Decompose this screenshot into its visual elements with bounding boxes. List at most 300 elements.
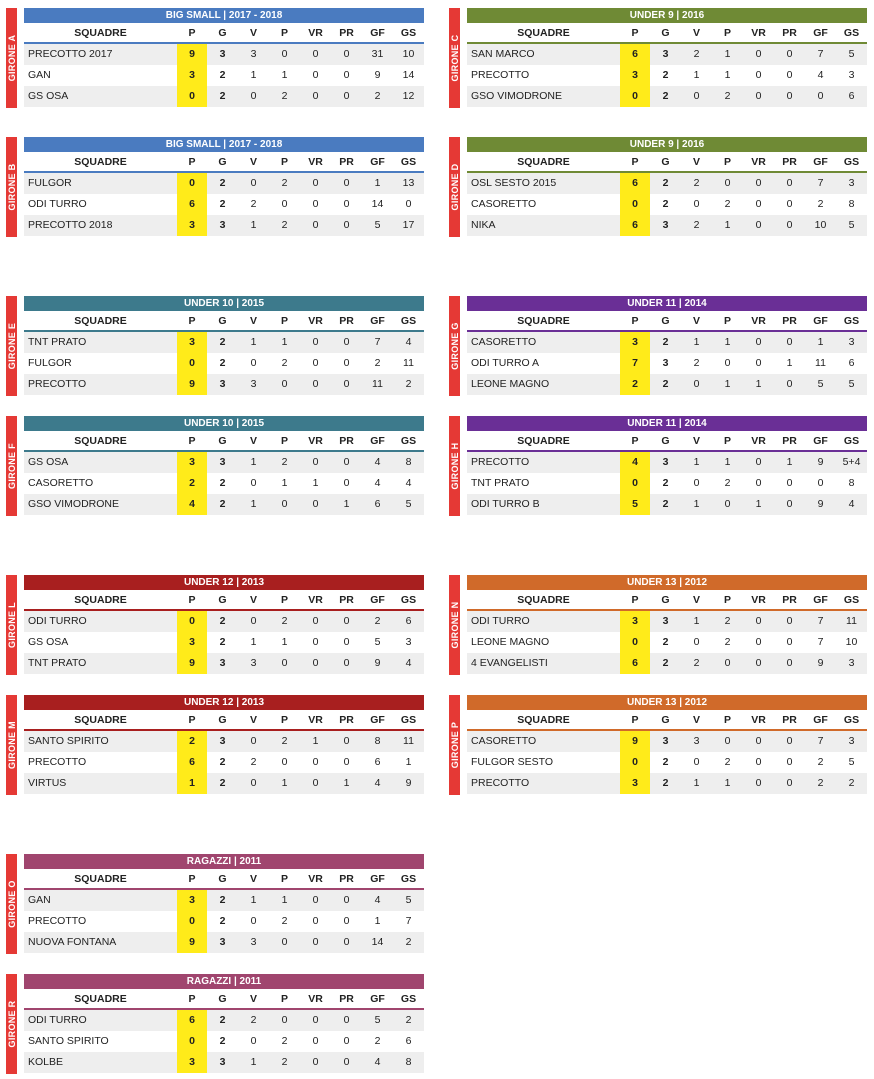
stat-cell: 0 <box>755 615 762 627</box>
stat-cell: 0 <box>312 48 319 60</box>
stat-cell: 3 <box>250 48 257 60</box>
column-header: GS <box>400 156 417 168</box>
stat-cell: 1 <box>250 1056 257 1068</box>
team-name: ODI TURRO <box>28 615 87 627</box>
points-cell: 2 <box>177 731 207 752</box>
stat-cell: 0 <box>343 69 350 81</box>
points-cell: 5 <box>620 494 650 515</box>
stat-cell: 6 <box>374 756 381 768</box>
points-cell: 6 <box>620 215 650 236</box>
stat-cell: 0 <box>281 936 288 948</box>
team-name: CASORETTO <box>471 735 537 747</box>
column-header: V <box>249 435 257 447</box>
stat-cell: 0 <box>343 735 350 747</box>
stat-cell: 1 <box>405 756 412 768</box>
group-label: GIRONE E <box>6 322 17 370</box>
team-name: 4 EVANGELISTI <box>471 657 548 669</box>
group-m <box>6 695 424 795</box>
team-name: PRECOTTO <box>28 915 87 927</box>
stat-cell: 2 <box>219 1035 226 1047</box>
table-row <box>467 215 867 236</box>
stat-cell: 1 <box>281 777 288 789</box>
team-name: FULGOR <box>28 177 72 189</box>
stat-cell: 1 <box>374 915 381 927</box>
column-header: P <box>631 435 639 447</box>
stat-cell: 8 <box>374 735 381 747</box>
stat-cell: 4 <box>405 657 412 669</box>
stat-cell: 9 <box>817 657 824 669</box>
column-header: V <box>692 714 700 726</box>
column-header: G <box>218 873 227 885</box>
stat-cell: 0 <box>343 177 350 189</box>
column-header: VR <box>308 594 323 606</box>
table-row <box>24 452 424 473</box>
column-header: P <box>188 315 196 327</box>
stat-cell: 0 <box>281 756 288 768</box>
stat-cell: 2 <box>724 636 731 648</box>
stat-cell: 0 <box>250 90 257 102</box>
column-header: P <box>723 594 731 606</box>
column-header: VR <box>308 156 323 168</box>
stat-cell: 2 <box>219 636 226 648</box>
stat-cell: 1 <box>281 336 288 348</box>
stat-cell: 7 <box>817 636 824 648</box>
column-header: P <box>188 714 196 726</box>
stat-cell: 2 <box>724 198 731 210</box>
stat-cell: 1 <box>724 219 731 231</box>
stat-cell: 1 <box>724 48 731 60</box>
stat-cell: 3 <box>219 936 226 948</box>
stat-cell: 0 <box>755 477 762 489</box>
stat-cell: 0 <box>786 219 793 231</box>
column-header: P <box>280 873 288 885</box>
team-name: ODI TURRO <box>28 198 87 210</box>
stat-cell: 9 <box>374 657 381 669</box>
column-header: GS <box>843 435 860 447</box>
team-name: CASORETTO <box>471 336 537 348</box>
stat-cell: 11 <box>403 735 414 747</box>
team-name: LEONE MAGNO <box>471 378 550 390</box>
stat-cell: 0 <box>724 657 731 669</box>
stat-cell: 0 <box>312 915 319 927</box>
column-header: V <box>692 156 700 168</box>
group-side-label <box>6 296 17 396</box>
stat-cell: 5 <box>374 1014 381 1026</box>
group-side-label <box>6 575 17 675</box>
points-cell: 6 <box>177 1010 207 1031</box>
stat-cell: 9 <box>817 498 824 510</box>
stat-cell: 3 <box>219 735 226 747</box>
group-label: GIRONE O <box>6 880 17 928</box>
stat-cell: 3 <box>219 48 226 60</box>
stat-cell: 0 <box>786 498 793 510</box>
stat-cell: 0 <box>786 756 793 768</box>
stat-cell: 2 <box>281 177 288 189</box>
table-row <box>24 86 424 107</box>
stat-cell: 4 <box>374 894 381 906</box>
stat-cell: 1 <box>755 498 762 510</box>
column-header: P <box>723 714 731 726</box>
stat-cell: 0 <box>755 336 762 348</box>
stat-cell: 1 <box>250 456 257 468</box>
stat-cell: 0 <box>312 357 319 369</box>
stat-cell: 9 <box>374 69 381 81</box>
points-cell: 4 <box>620 452 650 473</box>
stat-cell: 2 <box>374 1035 381 1047</box>
stat-cell: 2 <box>281 456 288 468</box>
stat-cell: 6 <box>374 498 381 510</box>
team-name: PRECOTTO 2018 <box>28 219 113 231</box>
stat-cell: 2 <box>219 198 226 210</box>
stat-cell: 2 <box>817 198 824 210</box>
stat-cell: 8 <box>405 456 412 468</box>
stat-cell: 1 <box>281 636 288 648</box>
stat-cell: 1 <box>281 477 288 489</box>
stat-cell: 2 <box>662 69 669 81</box>
table-title: UNDER 12 | 2013 <box>24 695 424 710</box>
team-name: PRECOTTO <box>28 756 87 768</box>
stat-cell: 4 <box>405 477 412 489</box>
stat-cell: 0 <box>693 90 700 102</box>
stat-cell: 7 <box>817 48 824 60</box>
column-header: PR <box>782 27 797 39</box>
column-header: P <box>723 435 731 447</box>
column-header: V <box>249 873 257 885</box>
column-header: GS <box>843 714 860 726</box>
stat-cell: 2 <box>281 357 288 369</box>
column-header: SQUADRE <box>74 435 127 447</box>
column-header: P <box>631 156 639 168</box>
stat-cell: 2 <box>374 90 381 102</box>
points-cell: 3 <box>177 332 207 353</box>
table-row <box>24 932 424 953</box>
team-name: ODI TURRO A <box>471 357 540 369</box>
stat-cell: 0 <box>693 636 700 648</box>
stat-cell: 0 <box>343 915 350 927</box>
table-row <box>467 731 867 752</box>
stat-cell: 8 <box>848 198 855 210</box>
stat-cell: 0 <box>755 456 762 468</box>
stat-cell: 1 <box>724 69 731 81</box>
points-cell: 2 <box>620 374 650 395</box>
stat-cell: 0 <box>281 48 288 60</box>
group-side-label <box>449 8 460 108</box>
column-header: PR <box>339 27 354 39</box>
column-header: V <box>692 435 700 447</box>
stat-cell: 0 <box>312 756 319 768</box>
stat-cell: 3 <box>219 1056 226 1068</box>
group-d <box>449 137 867 237</box>
stat-cell: 3 <box>662 735 669 747</box>
points-cell: 9 <box>177 374 207 395</box>
stat-cell: 1 <box>786 456 793 468</box>
group-c <box>449 8 867 108</box>
group-label: GIRONE H <box>449 442 460 490</box>
column-header: PR <box>339 315 354 327</box>
standings-table <box>24 695 424 794</box>
column-header: GF <box>370 714 385 726</box>
stat-cell: 2 <box>219 177 226 189</box>
stat-cell: 10 <box>402 48 415 60</box>
column-header: PR <box>782 594 797 606</box>
points-cell: 3 <box>177 632 207 653</box>
group-label: GIRONE R <box>6 1000 17 1048</box>
points-cell: 0 <box>620 632 650 653</box>
group-side-label <box>449 575 460 675</box>
standings-table <box>467 416 867 515</box>
stat-cell: 2 <box>374 615 381 627</box>
column-header: G <box>218 156 227 168</box>
stat-cell: 2 <box>281 1056 288 1068</box>
group-label: GIRONE C <box>449 34 460 82</box>
stat-cell: 6 <box>405 1035 412 1047</box>
stat-cell: 2 <box>662 657 669 669</box>
column-header: G <box>661 435 670 447</box>
stat-cell: 8 <box>405 1056 412 1068</box>
table-header <box>467 590 867 611</box>
stat-cell: 11 <box>846 615 857 627</box>
stat-cell: 2 <box>662 777 669 789</box>
team-name: VIRTUS <box>28 777 67 789</box>
column-header: GS <box>843 27 860 39</box>
stat-cell: 0 <box>343 1056 350 1068</box>
stat-cell: 6 <box>848 357 855 369</box>
column-header: SQUADRE <box>74 993 127 1005</box>
table-row <box>24 611 424 632</box>
table-row <box>24 44 424 65</box>
stat-cell: 5 <box>405 894 412 906</box>
points-cell: 4 <box>177 494 207 515</box>
stat-cell: 5 <box>848 756 855 768</box>
table-row <box>24 1031 424 1052</box>
table-row <box>24 353 424 374</box>
stat-cell: 0 <box>343 657 350 669</box>
stat-cell: 0 <box>312 894 319 906</box>
stat-cell: 0 <box>312 378 319 390</box>
column-header: VR <box>751 435 766 447</box>
stat-cell: 0 <box>250 1035 257 1047</box>
team-name: GAN <box>28 69 51 81</box>
column-header: PR <box>782 315 797 327</box>
stat-cell: 0 <box>312 777 319 789</box>
stat-cell: 2 <box>250 756 257 768</box>
stat-cell: 1 <box>250 498 257 510</box>
team-name: GS OSA <box>28 90 69 102</box>
team-name: TNT PRATO <box>28 336 87 348</box>
table-row <box>24 653 424 674</box>
standings-table <box>467 296 867 395</box>
points-cell: 0 <box>177 611 207 632</box>
table-title: UNDER 9 | 2016 <box>467 137 867 152</box>
column-header: P <box>280 315 288 327</box>
stat-cell: 0 <box>405 198 412 210</box>
column-header: SQUADRE <box>517 714 570 726</box>
table-row <box>24 911 424 932</box>
table-title: BIG SMALL | 2017 - 2018 <box>24 137 424 152</box>
column-header: G <box>218 27 227 39</box>
points-cell: 3 <box>177 890 207 911</box>
stat-cell: 0 <box>724 357 731 369</box>
stat-cell: 1 <box>724 456 731 468</box>
column-header: GS <box>843 156 860 168</box>
stat-cell: 2 <box>848 777 855 789</box>
stat-cell: 0 <box>312 615 319 627</box>
stat-cell: 3 <box>219 219 226 231</box>
group-side-label <box>449 695 460 795</box>
stat-cell: 0 <box>281 198 288 210</box>
stat-cell: 6 <box>848 90 855 102</box>
table-header <box>24 989 424 1010</box>
column-header: G <box>661 315 670 327</box>
column-header: P <box>280 714 288 726</box>
column-header: GS <box>400 315 417 327</box>
team-name: CASORETTO <box>471 198 537 210</box>
stat-cell: 2 <box>693 48 700 60</box>
stat-cell: 2 <box>219 615 226 627</box>
team-name: NUOVA FONTANA <box>28 936 117 948</box>
table-row <box>467 611 867 632</box>
column-header: VR <box>308 873 323 885</box>
stat-cell: 5 <box>848 48 855 60</box>
stat-cell: 2 <box>219 336 226 348</box>
stat-cell: 0 <box>343 198 350 210</box>
group-side-label <box>6 854 17 954</box>
stat-cell: 2 <box>693 657 700 669</box>
group-label: GIRONE G <box>449 322 460 370</box>
points-cell: 6 <box>177 752 207 773</box>
column-header: GF <box>813 714 828 726</box>
stat-cell: 10 <box>814 219 827 231</box>
standings-table <box>467 575 867 674</box>
column-header: GF <box>813 435 828 447</box>
table-row <box>24 332 424 353</box>
table-title: UNDER 10 | 2015 <box>24 416 424 431</box>
stat-cell: 2 <box>219 894 226 906</box>
team-name: PRECOTTO 2017 <box>28 48 113 60</box>
team-name: SANTO SPIRITO <box>28 735 109 747</box>
stat-cell: 1 <box>693 69 700 81</box>
table-row <box>467 86 867 107</box>
table-title: UNDER 11 | 2014 <box>467 296 867 311</box>
table-title: UNDER 13 | 2012 <box>467 695 867 710</box>
stat-cell: 0 <box>312 636 319 648</box>
group-side-label <box>449 416 460 516</box>
points-cell: 6 <box>620 173 650 194</box>
stat-cell: 2 <box>405 936 412 948</box>
stat-cell: 3 <box>219 657 226 669</box>
stat-cell: 4 <box>374 1056 381 1068</box>
stat-cell: 0 <box>693 378 700 390</box>
table-row <box>24 173 424 194</box>
stat-cell: 5 <box>374 636 381 648</box>
column-header: V <box>249 156 257 168</box>
column-header: V <box>692 315 700 327</box>
team-name: GAN <box>28 894 51 906</box>
column-header: G <box>661 156 670 168</box>
table-header <box>24 23 424 44</box>
stat-cell: 1 <box>724 378 731 390</box>
standings-table <box>24 137 424 236</box>
column-header: SQUADRE <box>74 714 127 726</box>
standings-table <box>24 416 424 515</box>
stat-cell: 3 <box>662 357 669 369</box>
stat-cell: 0 <box>343 756 350 768</box>
table-row <box>24 773 424 794</box>
column-header: P <box>188 435 196 447</box>
stat-cell: 3 <box>250 378 257 390</box>
column-header: V <box>692 27 700 39</box>
stat-cell: 3 <box>219 378 226 390</box>
team-name: OSL SESTO 2015 <box>471 177 557 189</box>
stat-cell: 2 <box>374 357 381 369</box>
column-header: P <box>723 156 731 168</box>
stat-cell: 2 <box>219 915 226 927</box>
column-header: PR <box>782 435 797 447</box>
group-label: GIRONE D <box>449 163 460 211</box>
stat-cell: 0 <box>343 894 350 906</box>
column-header: VR <box>751 156 766 168</box>
column-header: VR <box>751 27 766 39</box>
stat-cell: 3 <box>250 657 257 669</box>
stat-cell: 0 <box>312 1014 319 1026</box>
team-name: GSO VIMODRONE <box>28 498 120 510</box>
column-header: VR <box>308 315 323 327</box>
stat-cell: 2 <box>662 498 669 510</box>
points-cell: 3 <box>177 65 207 86</box>
stat-cell: 2 <box>662 90 669 102</box>
points-cell: 0 <box>177 911 207 932</box>
column-header: G <box>661 594 670 606</box>
table-row <box>24 1052 424 1073</box>
stat-cell: 0 <box>755 777 762 789</box>
stat-cell: 2 <box>281 90 288 102</box>
stat-cell: 14 <box>371 198 384 210</box>
column-header: P <box>631 594 639 606</box>
table-row <box>467 65 867 86</box>
stat-cell: 0 <box>755 735 762 747</box>
points-cell: 3 <box>177 215 207 236</box>
stat-cell: 0 <box>312 657 319 669</box>
column-header: GF <box>370 993 385 1005</box>
column-header: SQUADRE <box>74 315 127 327</box>
group-p <box>449 695 867 795</box>
stat-cell: 5+4 <box>842 456 861 468</box>
stat-cell: 4 <box>374 456 381 468</box>
stat-cell: 0 <box>250 177 257 189</box>
stat-cell: 11 <box>815 357 826 369</box>
stat-cell: 1 <box>693 456 700 468</box>
stat-cell: 0 <box>312 90 319 102</box>
stat-cell: 2 <box>724 756 731 768</box>
column-header: G <box>218 993 227 1005</box>
standings-table <box>24 8 424 107</box>
stat-cell: 3 <box>405 636 412 648</box>
stat-cell: 0 <box>724 735 731 747</box>
stat-cell: 14 <box>402 69 415 81</box>
group-side-label <box>6 137 17 237</box>
group-side-label <box>6 416 17 516</box>
stat-cell: 0 <box>693 756 700 768</box>
column-header: V <box>692 594 700 606</box>
column-header: GF <box>813 156 828 168</box>
points-cell: 3 <box>620 65 650 86</box>
team-name: SANTO SPIRITO <box>28 1035 109 1047</box>
stat-cell: 1 <box>281 894 288 906</box>
column-header: P <box>631 315 639 327</box>
stat-cell: 0 <box>786 636 793 648</box>
stat-cell: 0 <box>312 498 319 510</box>
column-header: P <box>631 714 639 726</box>
